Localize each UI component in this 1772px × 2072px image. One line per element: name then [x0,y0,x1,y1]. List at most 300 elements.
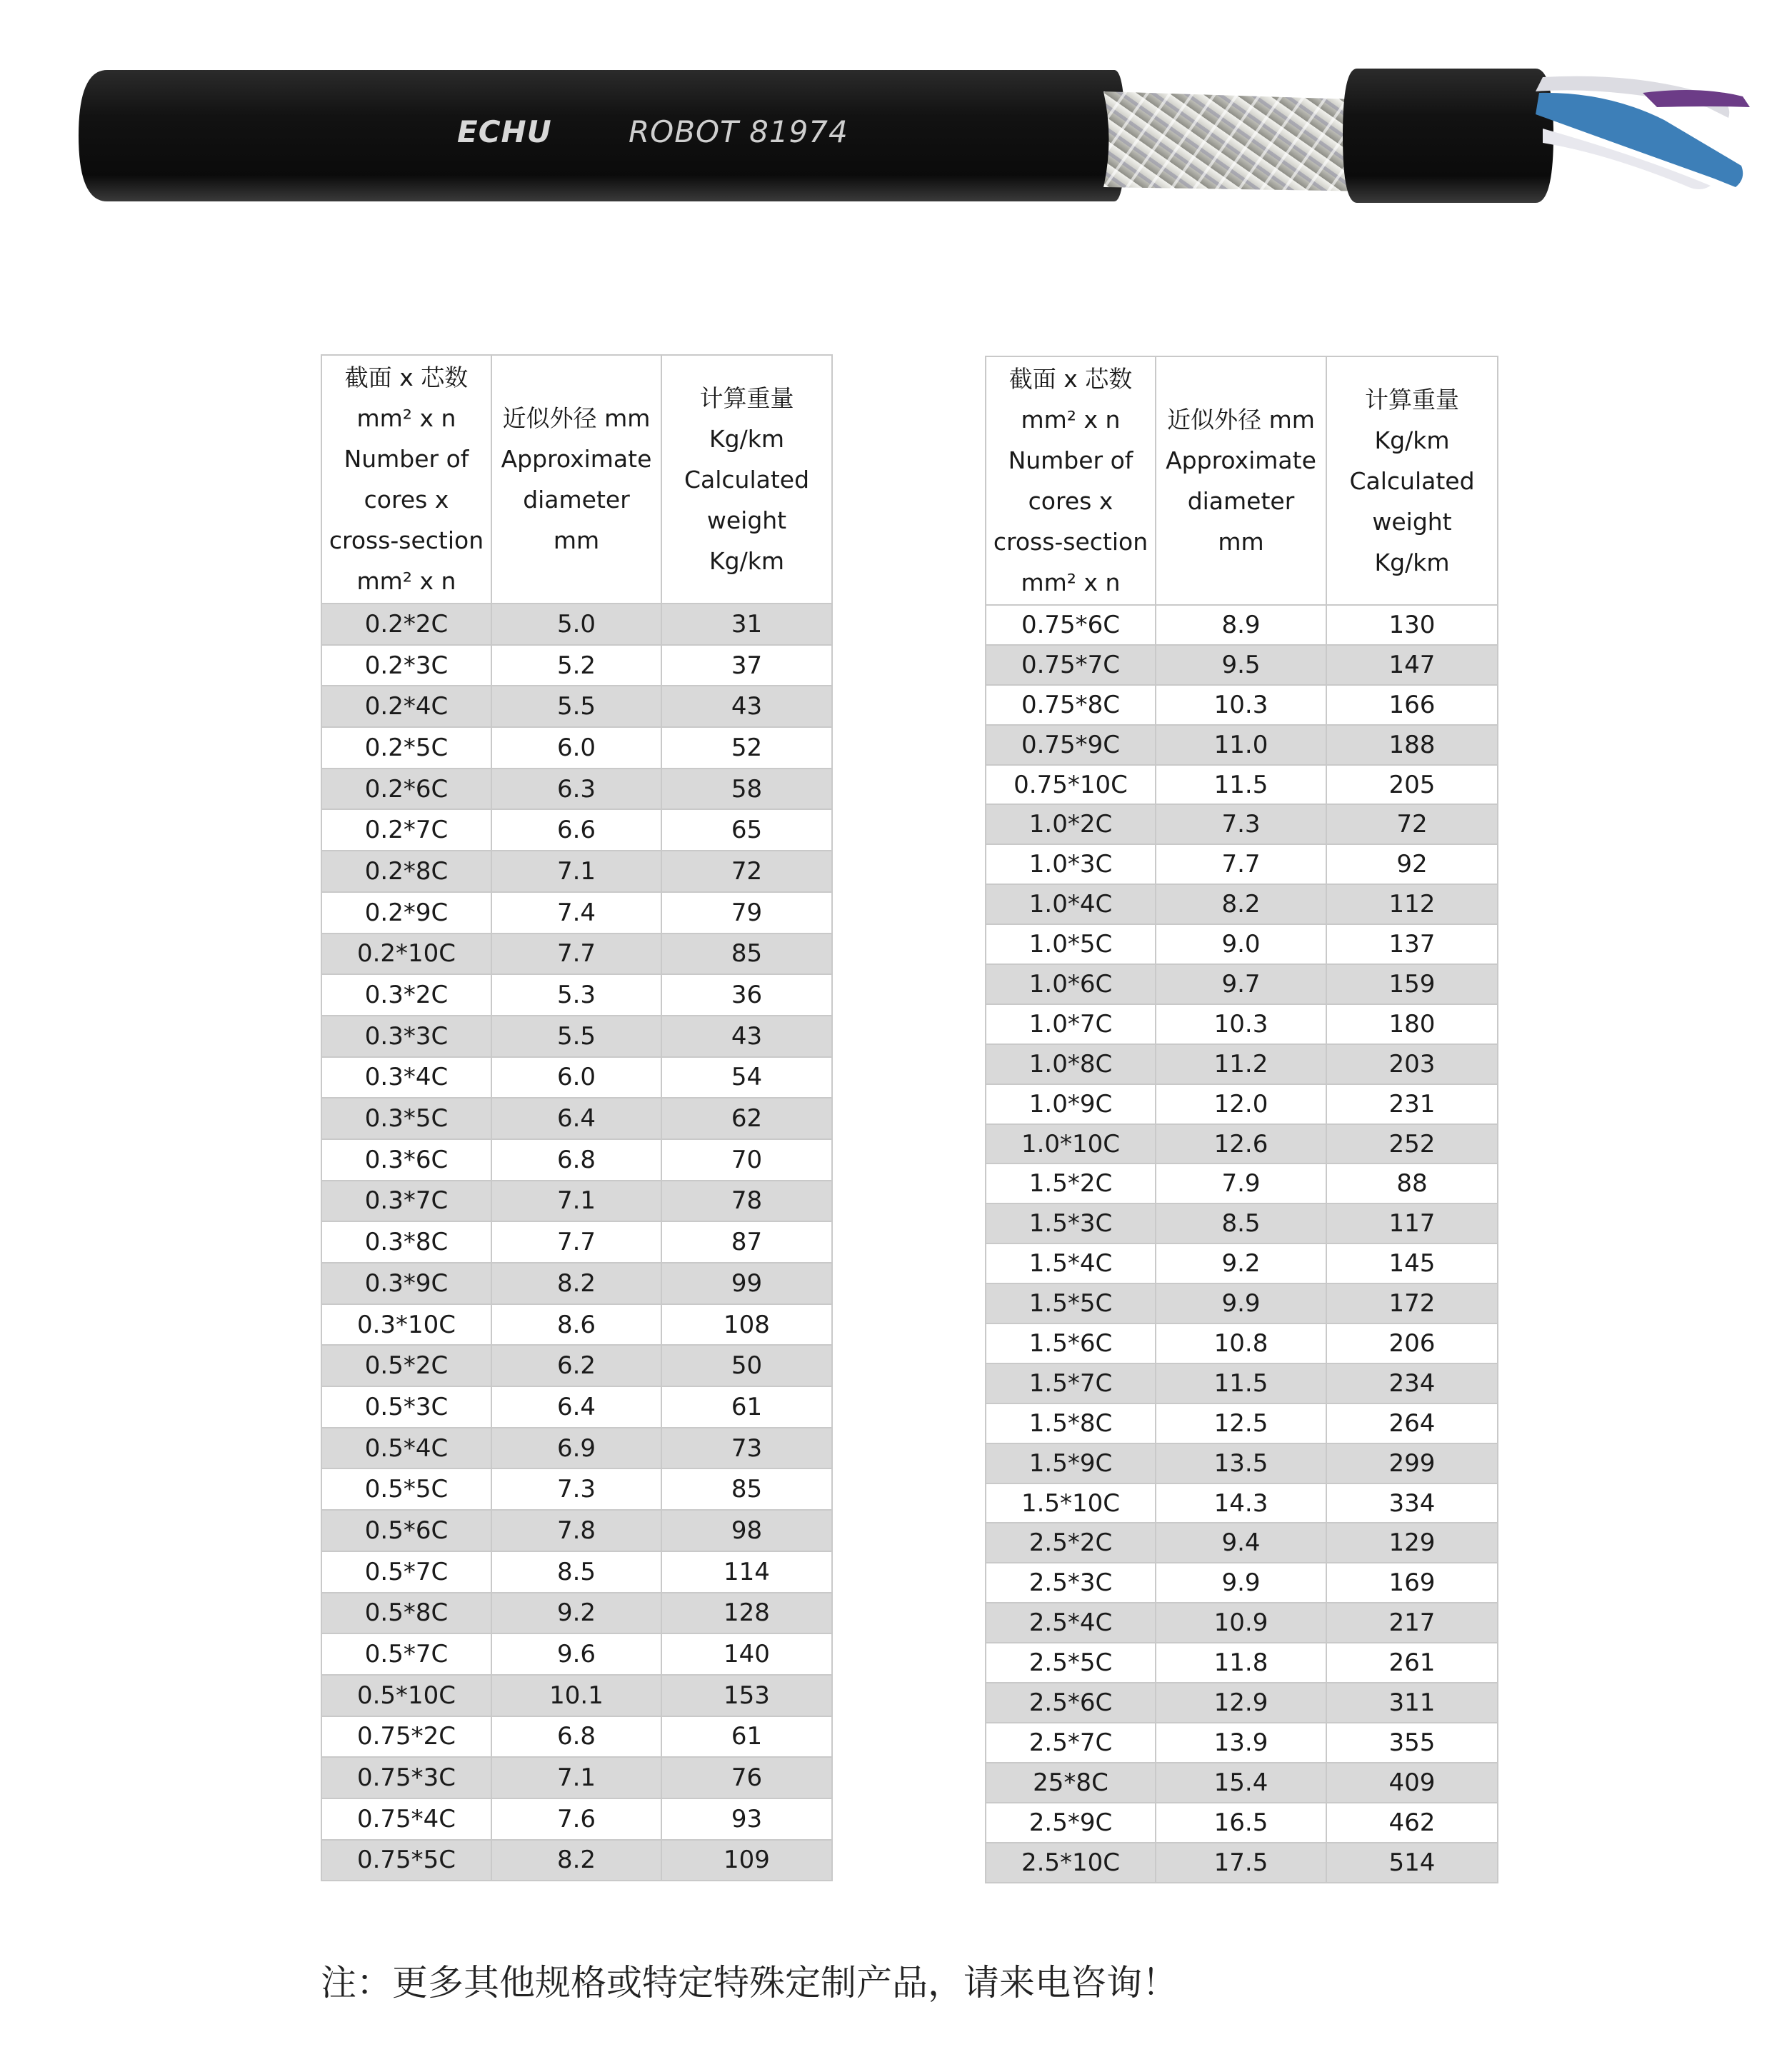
table-row [986,1044,1498,1084]
table-row [321,934,832,975]
cable-model-print: ROBOT 81974 [629,114,849,149]
cell-diameter: 13.5 [1156,1443,1326,1483]
header-size [321,355,491,604]
header-size [986,356,1156,605]
cell-size: 1.0*2C [986,804,1156,844]
cell-size: 1.5*3C [986,1203,1156,1243]
cell-diameter: 8.5 [491,1551,661,1593]
cell-diameter: 6.0 [491,727,661,769]
braid-shield [1103,91,1375,191]
cell-size: 0.5*7C [321,1633,491,1675]
cell-weight: 514 [1326,1843,1498,1883]
cell-diameter: 9.7 [1156,964,1326,1004]
table-row [321,1757,832,1798]
table-row [321,1181,832,1222]
table-row [986,1683,1498,1723]
purple-conductor [1643,90,1750,107]
table-row [321,1345,832,1386]
cell-size: 0.3*4C [321,1057,491,1098]
cell-size: 1.0*9C [986,1084,1156,1124]
cell-diameter: 7.8 [491,1510,661,1551]
cell-weight: 54 [661,1057,832,1098]
header-line: diameter [1187,487,1295,515]
table-row [321,1510,832,1551]
table-row [986,1523,1498,1563]
cell-size: 1.5*5C [986,1283,1156,1323]
cell-size: 0.75*7C [986,645,1156,685]
cell-size: 0.5*8C [321,1593,491,1634]
cell-size: 0.2*10C [321,934,491,975]
cell-size: 0.2*9C [321,892,491,934]
cell-size: 0.3*2C [321,974,491,1016]
cell-size: 1.0*4C [986,884,1156,924]
footer-note: 注：更多其他规格或特定特殊定制产品，请来电咨询！ [321,1962,1178,2003]
cell-diameter: 12.5 [1156,1403,1326,1443]
cell-diameter: 9.5 [1156,645,1326,685]
table-row [986,1283,1498,1323]
cell-weight: 311 [1326,1683,1498,1723]
table-row [986,1004,1498,1044]
table-row [986,1483,1498,1523]
header-line: 近似外径 mm [502,404,651,432]
table-row [986,1084,1498,1124]
cell-diameter: 8.2 [1156,884,1326,924]
table-body [986,605,1498,1883]
cell-diameter: 11.8 [1156,1643,1326,1683]
cell-weight: 462 [1326,1803,1498,1843]
cell-size: 1.5*2C [986,1163,1156,1203]
table-row [986,884,1498,924]
cell-diameter: 10.9 [1156,1603,1326,1643]
cell-weight: 169 [1326,1563,1498,1603]
cell-size: 0.5*10C [321,1675,491,1716]
cell-weight: 231 [1326,1084,1498,1124]
cell-diameter: 7.4 [491,892,661,934]
header-line: Kg/km [1374,548,1450,576]
table-row [986,964,1498,1004]
cell-diameter: 15.4 [1156,1763,1326,1803]
header-line: Kg/km [709,424,784,453]
table-row [321,1716,832,1758]
cell-size: 2.5*7C [986,1723,1156,1763]
table-row [321,1428,832,1469]
cell-diameter: 8.2 [491,1840,661,1881]
cell-diameter: 6.8 [491,1139,661,1181]
cell-size: 0.3*9C [321,1263,491,1304]
cell-weight: 31 [661,604,832,645]
header-line: cross-section [329,526,484,554]
cell-diameter: 7.1 [491,851,661,892]
table-row [321,686,832,727]
cell-diameter: 8.5 [1156,1203,1326,1243]
cell-diameter: 6.9 [491,1428,661,1469]
cell-size: 0.75*2C [321,1716,491,1758]
cable-product-image [0,0,1772,229]
cell-diameter: 7.9 [1156,1163,1326,1203]
cell-weight: 166 [1326,685,1498,725]
table-row [986,1163,1498,1203]
cell-size: 1.5*8C [986,1403,1156,1443]
cell-weight: 147 [1326,645,1498,685]
header-line: mm² x n [1021,406,1121,434]
table-row [986,1323,1498,1363]
cell-size: 1.0*3C [986,844,1156,884]
header-line: Kg/km [709,546,784,575]
cell-weight: 58 [661,769,832,810]
table-row [986,1403,1498,1443]
cell-diameter: 8.6 [491,1304,661,1346]
spec-table-right [985,356,1498,1883]
cell-weight: 299 [1326,1443,1498,1483]
header-line: mm [553,526,600,554]
header-line: 计算重量 [1365,385,1459,414]
cell-weight: 252 [1326,1124,1498,1164]
header-weight [1326,356,1498,605]
header-line: cores x [1028,487,1113,515]
header-line: 近似外径 mm [1167,406,1315,434]
cell-weight: 78 [661,1181,832,1222]
cell-diameter: 11.2 [1156,1044,1326,1084]
header-line: diameter [523,486,630,514]
header-line: mm [1218,528,1264,556]
header-line: weight [1372,507,1452,536]
header-line: mm² x n [356,404,456,432]
cell-diameter: 5.5 [491,1016,661,1057]
cell-size: 0.5*4C [321,1428,491,1469]
table-row [321,727,832,769]
cell-diameter: 7.6 [491,1798,661,1840]
table-row [321,1386,832,1428]
header-line: Number of [1008,446,1133,474]
cell-diameter: 17.5 [1156,1843,1326,1883]
cell-weight: 355 [1326,1723,1498,1763]
cell-weight: 108 [661,1304,832,1346]
cell-weight: 172 [1326,1283,1498,1323]
cable-illustration [0,0,1772,229]
header-line: Number of [344,445,469,473]
cell-weight: 43 [661,686,832,727]
cell-diameter: 6.8 [491,1716,661,1758]
cell-size: 1.0*8C [986,1044,1156,1084]
cell-weight: 205 [1326,765,1498,805]
table-row [986,725,1498,765]
cell-diameter: 12.9 [1156,1683,1326,1723]
table-row [986,1443,1498,1483]
cell-size: 0.2*4C [321,686,491,727]
cell-weight: 50 [661,1345,832,1386]
table-row [321,1304,832,1346]
cell-weight: 61 [661,1716,832,1758]
cell-weight: 159 [1326,964,1498,1004]
table-row [986,924,1498,964]
cell-diameter: 6.4 [491,1098,661,1139]
cell-diameter: 12.6 [1156,1124,1326,1164]
table-row [986,685,1498,725]
table-row [321,1098,832,1139]
header-line: 计算重量 [699,384,794,412]
table-row [321,769,832,810]
cell-weight: 234 [1326,1363,1498,1403]
table-row [986,605,1498,645]
cell-size: 1.5*9C [986,1443,1156,1483]
cell-diameter: 6.4 [491,1386,661,1428]
table-row [986,1243,1498,1283]
table-row [986,765,1498,805]
cell-diameter: 7.7 [491,934,661,975]
cell-size: 0.5*2C [321,1345,491,1386]
cell-size: 1.0*7C [986,1004,1156,1044]
table-row [321,1263,832,1304]
cell-size: 1.5*4C [986,1243,1156,1283]
cell-diameter: 16.5 [1156,1803,1326,1843]
cell-size: 0.3*5C [321,1098,491,1139]
table-row [321,1468,832,1510]
cell-size: 0.5*7C [321,1551,491,1593]
table-row [321,1840,832,1881]
cell-weight: 76 [661,1757,832,1798]
cell-size: 0.75*10C [986,765,1156,805]
cell-size: 1.5*10C [986,1483,1156,1523]
cell-diameter: 10.3 [1156,1004,1326,1044]
cell-weight: 109 [661,1840,832,1881]
cell-diameter: 7.3 [1156,804,1326,844]
table-row [321,892,832,934]
cell-weight: 72 [661,851,832,892]
cell-diameter: 12.0 [1156,1084,1326,1124]
header-line: Approximate [501,445,652,473]
cell-weight: 93 [661,1798,832,1840]
cell-diameter: 6.6 [491,809,661,851]
table-row [986,1643,1498,1683]
table-row [321,1633,832,1675]
table-header-row [321,355,832,604]
header-line: 截面 x 芯数 [344,364,469,391]
cell-size: 0.2*8C [321,851,491,892]
cell-weight: 140 [661,1633,832,1675]
header-diameter [1156,356,1326,605]
cell-weight: 70 [661,1139,832,1181]
cell-diameter: 11.5 [1156,765,1326,805]
cell-diameter: 7.7 [491,1221,661,1263]
cell-weight: 52 [661,727,832,769]
table-row [321,1139,832,1181]
header-diameter [491,355,661,604]
spec-table-left [321,354,833,1881]
cell-diameter: 7.1 [491,1181,661,1222]
cell-weight: 145 [1326,1243,1498,1283]
cell-weight: 73 [661,1428,832,1469]
table-row [321,1057,832,1098]
cell-size: 2.5*5C [986,1643,1156,1683]
table-row [321,1221,832,1263]
cell-size: 0.3*7C [321,1181,491,1222]
cell-weight: 130 [1326,605,1498,645]
cell-size: 0.2*5C [321,727,491,769]
cell-diameter: 5.3 [491,974,661,1016]
cell-weight: 36 [661,974,832,1016]
cell-diameter: 14.3 [1156,1483,1326,1523]
cell-diameter: 5.0 [491,604,661,645]
cell-diameter: 8.9 [1156,605,1326,645]
cell-diameter: 6.0 [491,1057,661,1098]
cell-diameter: 9.6 [491,1633,661,1675]
cell-size: 0.2*6C [321,769,491,810]
cell-weight: 117 [1326,1203,1498,1243]
cell-weight: 65 [661,809,832,851]
table-row [986,1723,1498,1763]
cell-size: 0.3*6C [321,1139,491,1181]
cell-size: 0.5*6C [321,1510,491,1551]
cell-weight: 180 [1326,1004,1498,1044]
cell-diameter: 11.0 [1156,725,1326,765]
cell-weight: 72 [1326,804,1498,844]
cell-diameter: 13.9 [1156,1723,1326,1763]
cell-diameter: 9.4 [1156,1523,1326,1563]
cell-size: 2.5*2C [986,1523,1156,1563]
table-row [986,1603,1498,1643]
cell-size: 0.3*10C [321,1304,491,1346]
cable-brand-print: ECHU [457,114,552,149]
table-row [986,844,1498,884]
cell-diameter: 9.2 [491,1593,661,1634]
cell-size: 0.75*5C [321,1840,491,1881]
inner-jacket [1343,69,1553,203]
cell-weight: 261 [1326,1643,1498,1683]
table-row [321,1016,832,1057]
cell-diameter: 9.2 [1156,1243,1326,1283]
table-row [986,1803,1498,1843]
cell-size: 1.0*10C [986,1124,1156,1164]
header-line: 截面 x 芯数 [1008,365,1133,393]
cell-weight: 112 [1326,884,1498,924]
table-row [321,1675,832,1716]
cell-weight: 43 [661,1016,832,1057]
cell-weight: 98 [661,1510,832,1551]
cell-weight: 87 [661,1221,832,1263]
cell-weight: 264 [1326,1403,1498,1443]
cell-size: 0.2*3C [321,645,491,686]
cell-size: 1.0*5C [986,924,1156,964]
table-row [986,1363,1498,1403]
cell-diameter: 10.1 [491,1675,661,1716]
cell-weight: 85 [661,1468,832,1510]
cell-weight: 203 [1326,1044,1498,1084]
cell-weight: 217 [1326,1603,1498,1643]
cell-weight: 153 [661,1675,832,1716]
header-weight [661,355,832,604]
table-row [321,645,832,686]
cell-size: 0.3*3C [321,1016,491,1057]
table-body [321,604,832,1881]
header-line: Calculated [1349,466,1475,495]
cell-weight: 137 [1326,924,1498,964]
cell-diameter: 9.0 [1156,924,1326,964]
table-row [321,1593,832,1634]
cell-size: 2.5*3C [986,1563,1156,1603]
table-row [321,974,832,1016]
cell-weight: 206 [1326,1323,1498,1363]
table-row [986,1763,1498,1803]
cell-diameter: 10.8 [1156,1323,1326,1363]
table-header-row [986,356,1498,605]
cell-diameter: 7.1 [491,1757,661,1798]
cell-size: 25*8C [986,1763,1156,1803]
header-line: Calculated [684,465,810,494]
cell-weight: 79 [661,892,832,934]
cell-size: 1.5*7C [986,1363,1156,1403]
cell-size: 0.75*3C [321,1757,491,1798]
table-row [321,809,832,851]
header-line: weight [706,506,787,534]
cell-diameter: 6.2 [491,1345,661,1386]
cell-weight: 114 [661,1551,832,1593]
cell-size: 0.75*8C [986,685,1156,725]
cell-size: 0.75*9C [986,725,1156,765]
cell-weight: 409 [1326,1763,1498,1803]
cell-weight: 188 [1326,725,1498,765]
table-row [321,604,832,645]
cell-size: 0.75*6C [986,605,1156,645]
cell-weight: 61 [661,1386,832,1428]
cell-size: 0.2*2C [321,604,491,645]
table-row [321,1798,832,1840]
cell-weight: 85 [661,934,832,975]
cell-weight: 37 [661,645,832,686]
cell-weight: 88 [1326,1163,1498,1203]
table-row [986,1563,1498,1603]
table-row [986,1124,1498,1164]
cell-size: 0.5*3C [321,1386,491,1428]
cell-size: 2.5*10C [986,1843,1156,1883]
cell-diameter: 8.2 [491,1263,661,1304]
cell-size: 2.5*4C [986,1603,1156,1643]
cell-diameter: 7.7 [1156,844,1326,884]
header-line: cross-section [993,528,1148,556]
table-row [321,1551,832,1593]
header-line: Kg/km [1374,426,1450,454]
header-line: mm² x n [356,567,456,595]
table-row [986,1843,1498,1883]
table-row [986,804,1498,844]
cell-weight: 128 [661,1593,832,1634]
header-line: mm² x n [1021,569,1121,596]
table-row [986,1203,1498,1243]
cell-weight: 62 [661,1098,832,1139]
header-line: Approximate [1166,446,1316,474]
cell-weight: 99 [661,1263,832,1304]
cell-size: 0.5*5C [321,1468,491,1510]
cell-size: 0.3*8C [321,1221,491,1263]
cell-weight: 129 [1326,1523,1498,1563]
cell-diameter: 11.5 [1156,1363,1326,1403]
cable-jacket [79,70,1125,201]
cell-size: 1.5*6C [986,1323,1156,1363]
cell-weight: 92 [1326,844,1498,884]
cell-diameter: 6.3 [491,769,661,810]
table-row [321,851,832,892]
cell-diameter: 5.5 [491,686,661,727]
cell-diameter: 5.2 [491,645,661,686]
header-line: cores x [364,486,449,514]
cell-diameter: 9.9 [1156,1283,1326,1323]
cell-size: 0.75*4C [321,1798,491,1840]
cell-size: 1.0*6C [986,964,1156,1004]
cell-diameter: 10.3 [1156,685,1326,725]
cell-size: 2.5*6C [986,1683,1156,1723]
cell-size: 0.2*7C [321,809,491,851]
cell-weight: 334 [1326,1483,1498,1523]
cell-size: 2.5*9C [986,1803,1156,1843]
